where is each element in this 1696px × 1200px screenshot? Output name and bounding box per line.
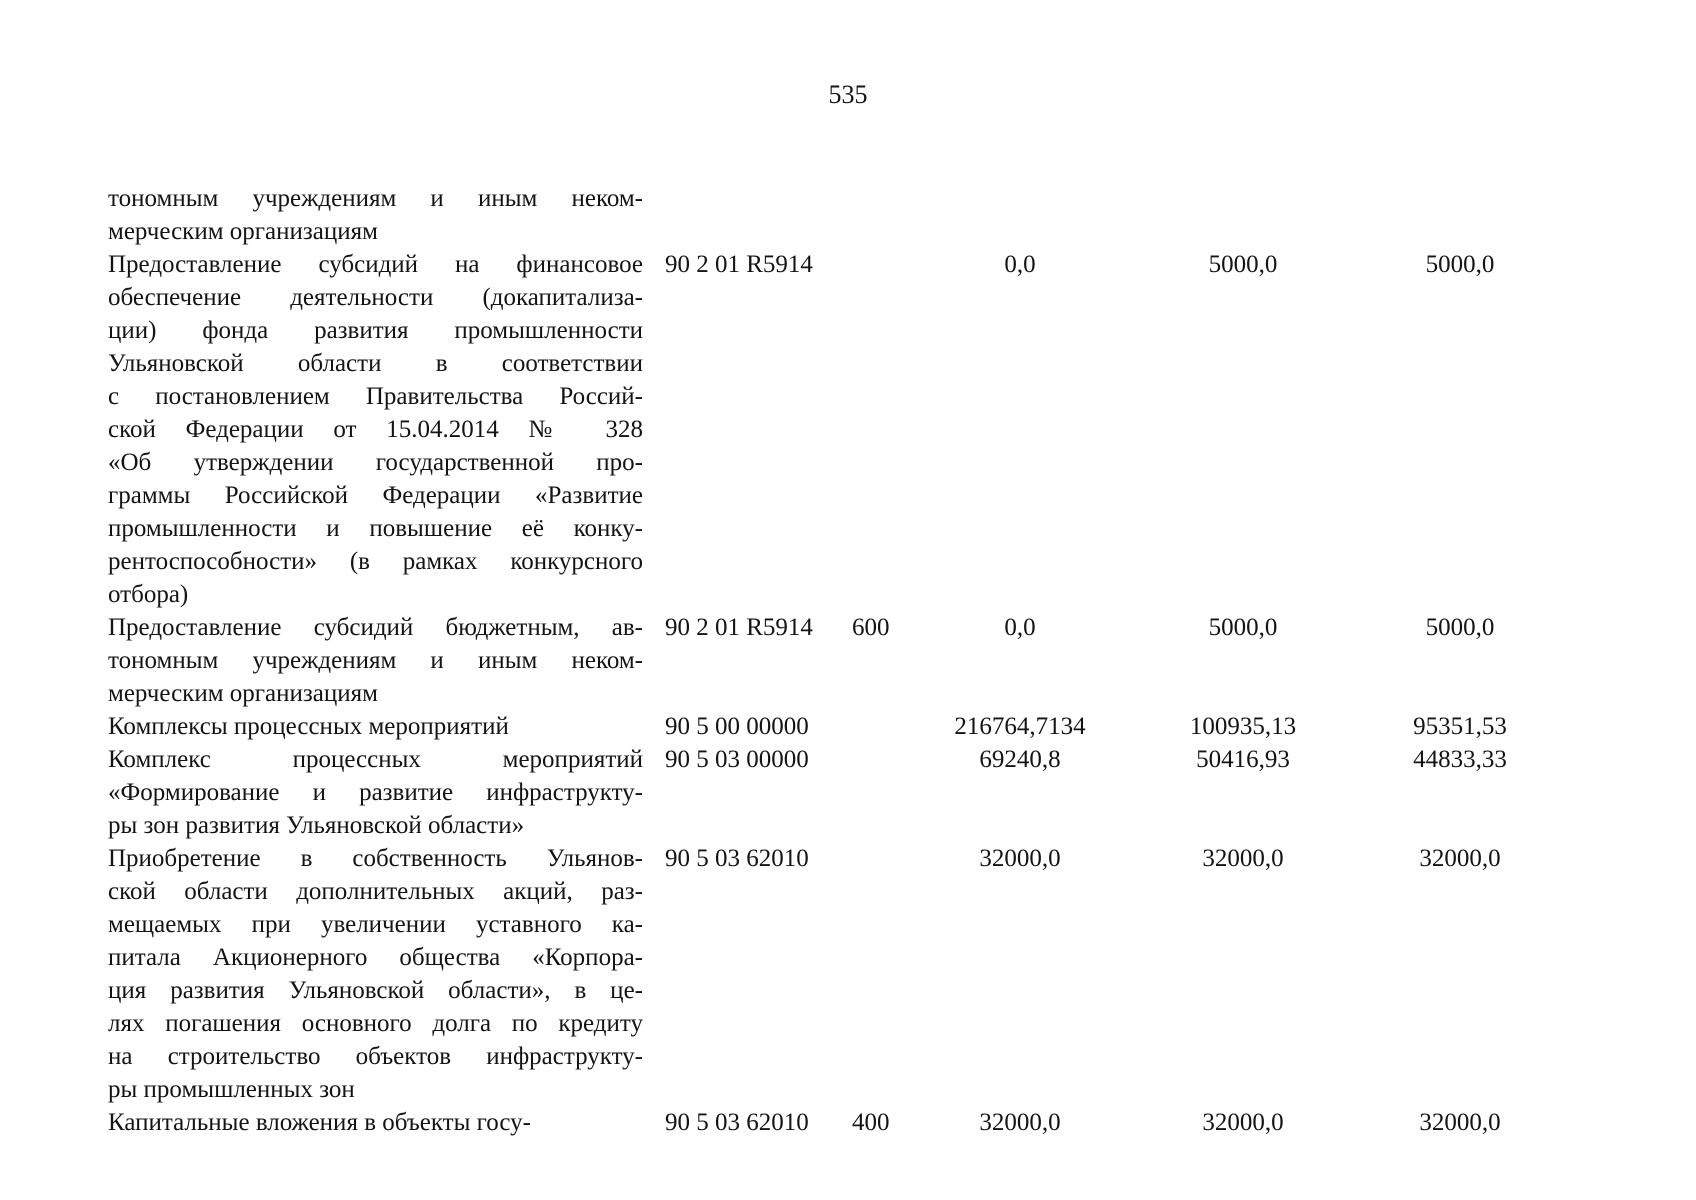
table-row [0,710,1696,743]
classification-code: 90 2 01 R5914 [665,251,813,278]
classification-code: 90 5 00 00000 [665,713,809,740]
amount-year-1: 32000,0 [979,845,1061,872]
description-line: Комплексы процессных мероприятий [108,713,509,740]
row-description [108,743,643,842]
description-line: «Формирование и развитие инфраструкту- [108,779,643,806]
expense-type-code: 400 [852,1109,890,1136]
table-row [0,743,1696,842]
description-line: Предоставление субсидий бюджетным, ав- [108,614,643,641]
amount-year-2: 5000,0 [1208,251,1278,278]
description-line: мерческим организациям [108,680,378,707]
amount-year-3: 32000,0 [1419,845,1501,872]
amount-year-3: 95351,53 [1413,713,1507,740]
table-row [0,248,1696,611]
amount-year-2: 100935,13 [1189,713,1297,740]
description-line: Капитальные вложения в объекты госу- [108,1109,531,1136]
row-description [108,1106,643,1139]
description-line: обеспечение деятельности (докапитализа- [108,284,643,311]
amount-year-1: 0,0 [1004,614,1036,641]
description-line: промышленности и повышение её конку- [108,515,643,542]
amount-year-1: 32000,0 [979,1109,1061,1136]
description-line: с постановлением Правительства Россий- [108,383,643,410]
row-description [108,248,643,611]
budget-table [0,182,1696,1139]
description-line: ской области дополнительных акций, раз- [108,878,643,905]
row-description [108,611,643,710]
description-line: тономным учреждениям и иным неком- [108,185,643,212]
amount-year-2: 32000,0 [1202,1109,1284,1136]
description-line: тономным учреждениям и иным неком- [108,647,643,674]
description-line: Комплекс процессных мероприятий [108,746,643,773]
amount-year-2: 32000,0 [1202,845,1284,872]
description-line: мещаемых при увеличении уставного ка- [108,911,643,938]
amount-year-1: 216764,7134 [954,713,1086,740]
classification-code: 90 2 01 R5914 [665,614,813,641]
amount-year-3: 5000,0 [1425,251,1495,278]
description-line: ции) фонда развития промышленности [108,317,643,344]
description-line: ция развития Ульяновской области», в це- [108,977,643,1004]
classification-code: 90 5 03 00000 [665,746,809,773]
amount-year-1: 69240,8 [979,746,1061,773]
expense-type-code: 600 [852,614,890,641]
description-line: Ульяновской области в соответствии [108,350,643,377]
row-description [108,182,643,248]
description-line: граммы Российской Федерации «Развитие [108,482,643,509]
amount-year-1: 0,0 [1004,251,1036,278]
amount-year-2: 50416,93 [1196,746,1290,773]
row-description [108,710,643,743]
amount-year-2: 5000,0 [1208,614,1278,641]
description-line: рентоспособности» (в рамках конкурсного [108,548,643,575]
description-line: питала Акционерного общества «Корпора- [108,944,643,971]
description-line: мерческим организациям [108,218,378,245]
classification-code: 90 5 03 62010 [665,845,809,872]
description-line: «Об утверждении государственной про- [108,449,643,476]
amount-year-3: 5000,0 [1425,614,1495,641]
amount-year-3: 44833,33 [1413,746,1507,773]
description-line: отбора) [108,581,189,608]
description-line: ры промышленных зон [108,1076,355,1103]
row-description [108,842,643,1106]
description-line: ры зон развития Ульяновской области» [108,812,525,839]
page-number: 535 [828,80,868,109]
description-line: Предоставление субсидий на финансовое [108,251,643,278]
description-line: Приобретение в собственность Ульянов- [108,845,643,872]
description-line: на строительство объектов инфраструкту- [108,1043,643,1070]
table-row [0,182,1696,248]
amount-year-3: 32000,0 [1419,1109,1501,1136]
classification-code: 90 5 03 62010 [665,1109,809,1136]
description-line: ской Федерации от 15.04.2014 № 328 [108,416,643,443]
table-row [0,611,1696,710]
description-line: лях погашения основного долга по кредиту [108,1010,643,1037]
table-row [0,1106,1696,1139]
table-row [0,842,1696,1106]
